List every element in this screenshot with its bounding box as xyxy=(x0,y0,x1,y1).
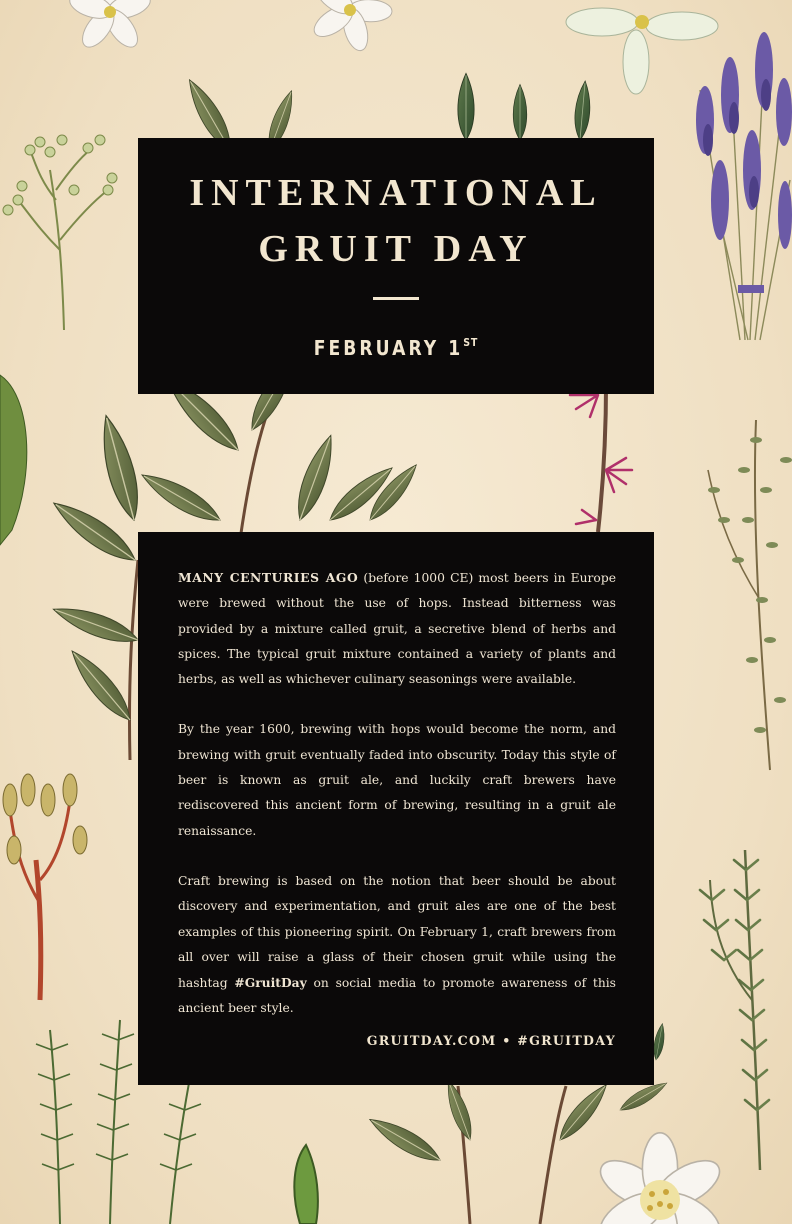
paragraph-3 xyxy=(178,869,616,1022)
title-panel xyxy=(138,138,654,394)
title-line-gruit-day: GRUIT DAY xyxy=(258,228,534,270)
paragraph-2: By the year 1600, brewing with hops would become the norm, and brewing with gruit eventually faded into obscurity. Today this style of beer is known as gruit ale, and luckily craft brewers have rediscovered this ancient form of brewing, resulting in a gruit ale renaissance. xyxy=(178,722,616,838)
lavender-bundle xyxy=(696,32,792,340)
thyme-sprig xyxy=(708,420,792,770)
body-text xyxy=(178,565,616,1047)
body-panel xyxy=(138,532,654,1085)
paragraph-3-text-start: Craft brewing is based on the notion that beer should be about discovery and experimentation, and gruit ales are one of the best examples of this pioneering spirit. On February 1, craft brewers from all over will raise a glass of their chosen gruit while using the hashtag xyxy=(178,873,616,991)
website-hashtag-footer: GRUITDAY.COM • #GRUITDAY xyxy=(366,1033,616,1048)
hashtag-gruitday: #GruitDay xyxy=(234,975,307,991)
event-date-text: FEBRUARY 1 xyxy=(313,336,464,360)
event-date xyxy=(174,336,618,360)
white-yarrow-flower xyxy=(593,1133,727,1224)
jasmine-flower-3 xyxy=(566,8,718,94)
jasmine-flower-2 xyxy=(309,0,392,53)
paragraph-1-lead: MANY CENTURIES AGO xyxy=(178,570,359,585)
citrus-leaf xyxy=(0,375,27,545)
rosemary-sprig xyxy=(700,850,769,1170)
paragraph-1-text: (before 1000 CE) most beers in Europe were brewed without the use of hops. Instead bitterness was provided by a mixture called gruit, a secretive blend of herbs and spices. The typical gruit mixture contained a variety of plants and herbs, as well as whichever culinary seasonings were available. xyxy=(178,571,616,687)
title-line-international: INTERNATIONAL xyxy=(189,172,603,214)
paragraph-3-text-end: on social media to promote awareness of this ancient beer style. xyxy=(178,976,616,1016)
title-divider xyxy=(373,297,419,300)
event-date-suffix: ST xyxy=(463,336,479,349)
clove-buds xyxy=(3,774,87,1000)
paragraph-1 xyxy=(178,565,616,692)
jasmine-flower-1 xyxy=(67,0,154,52)
yarrow-flowers xyxy=(3,135,117,330)
